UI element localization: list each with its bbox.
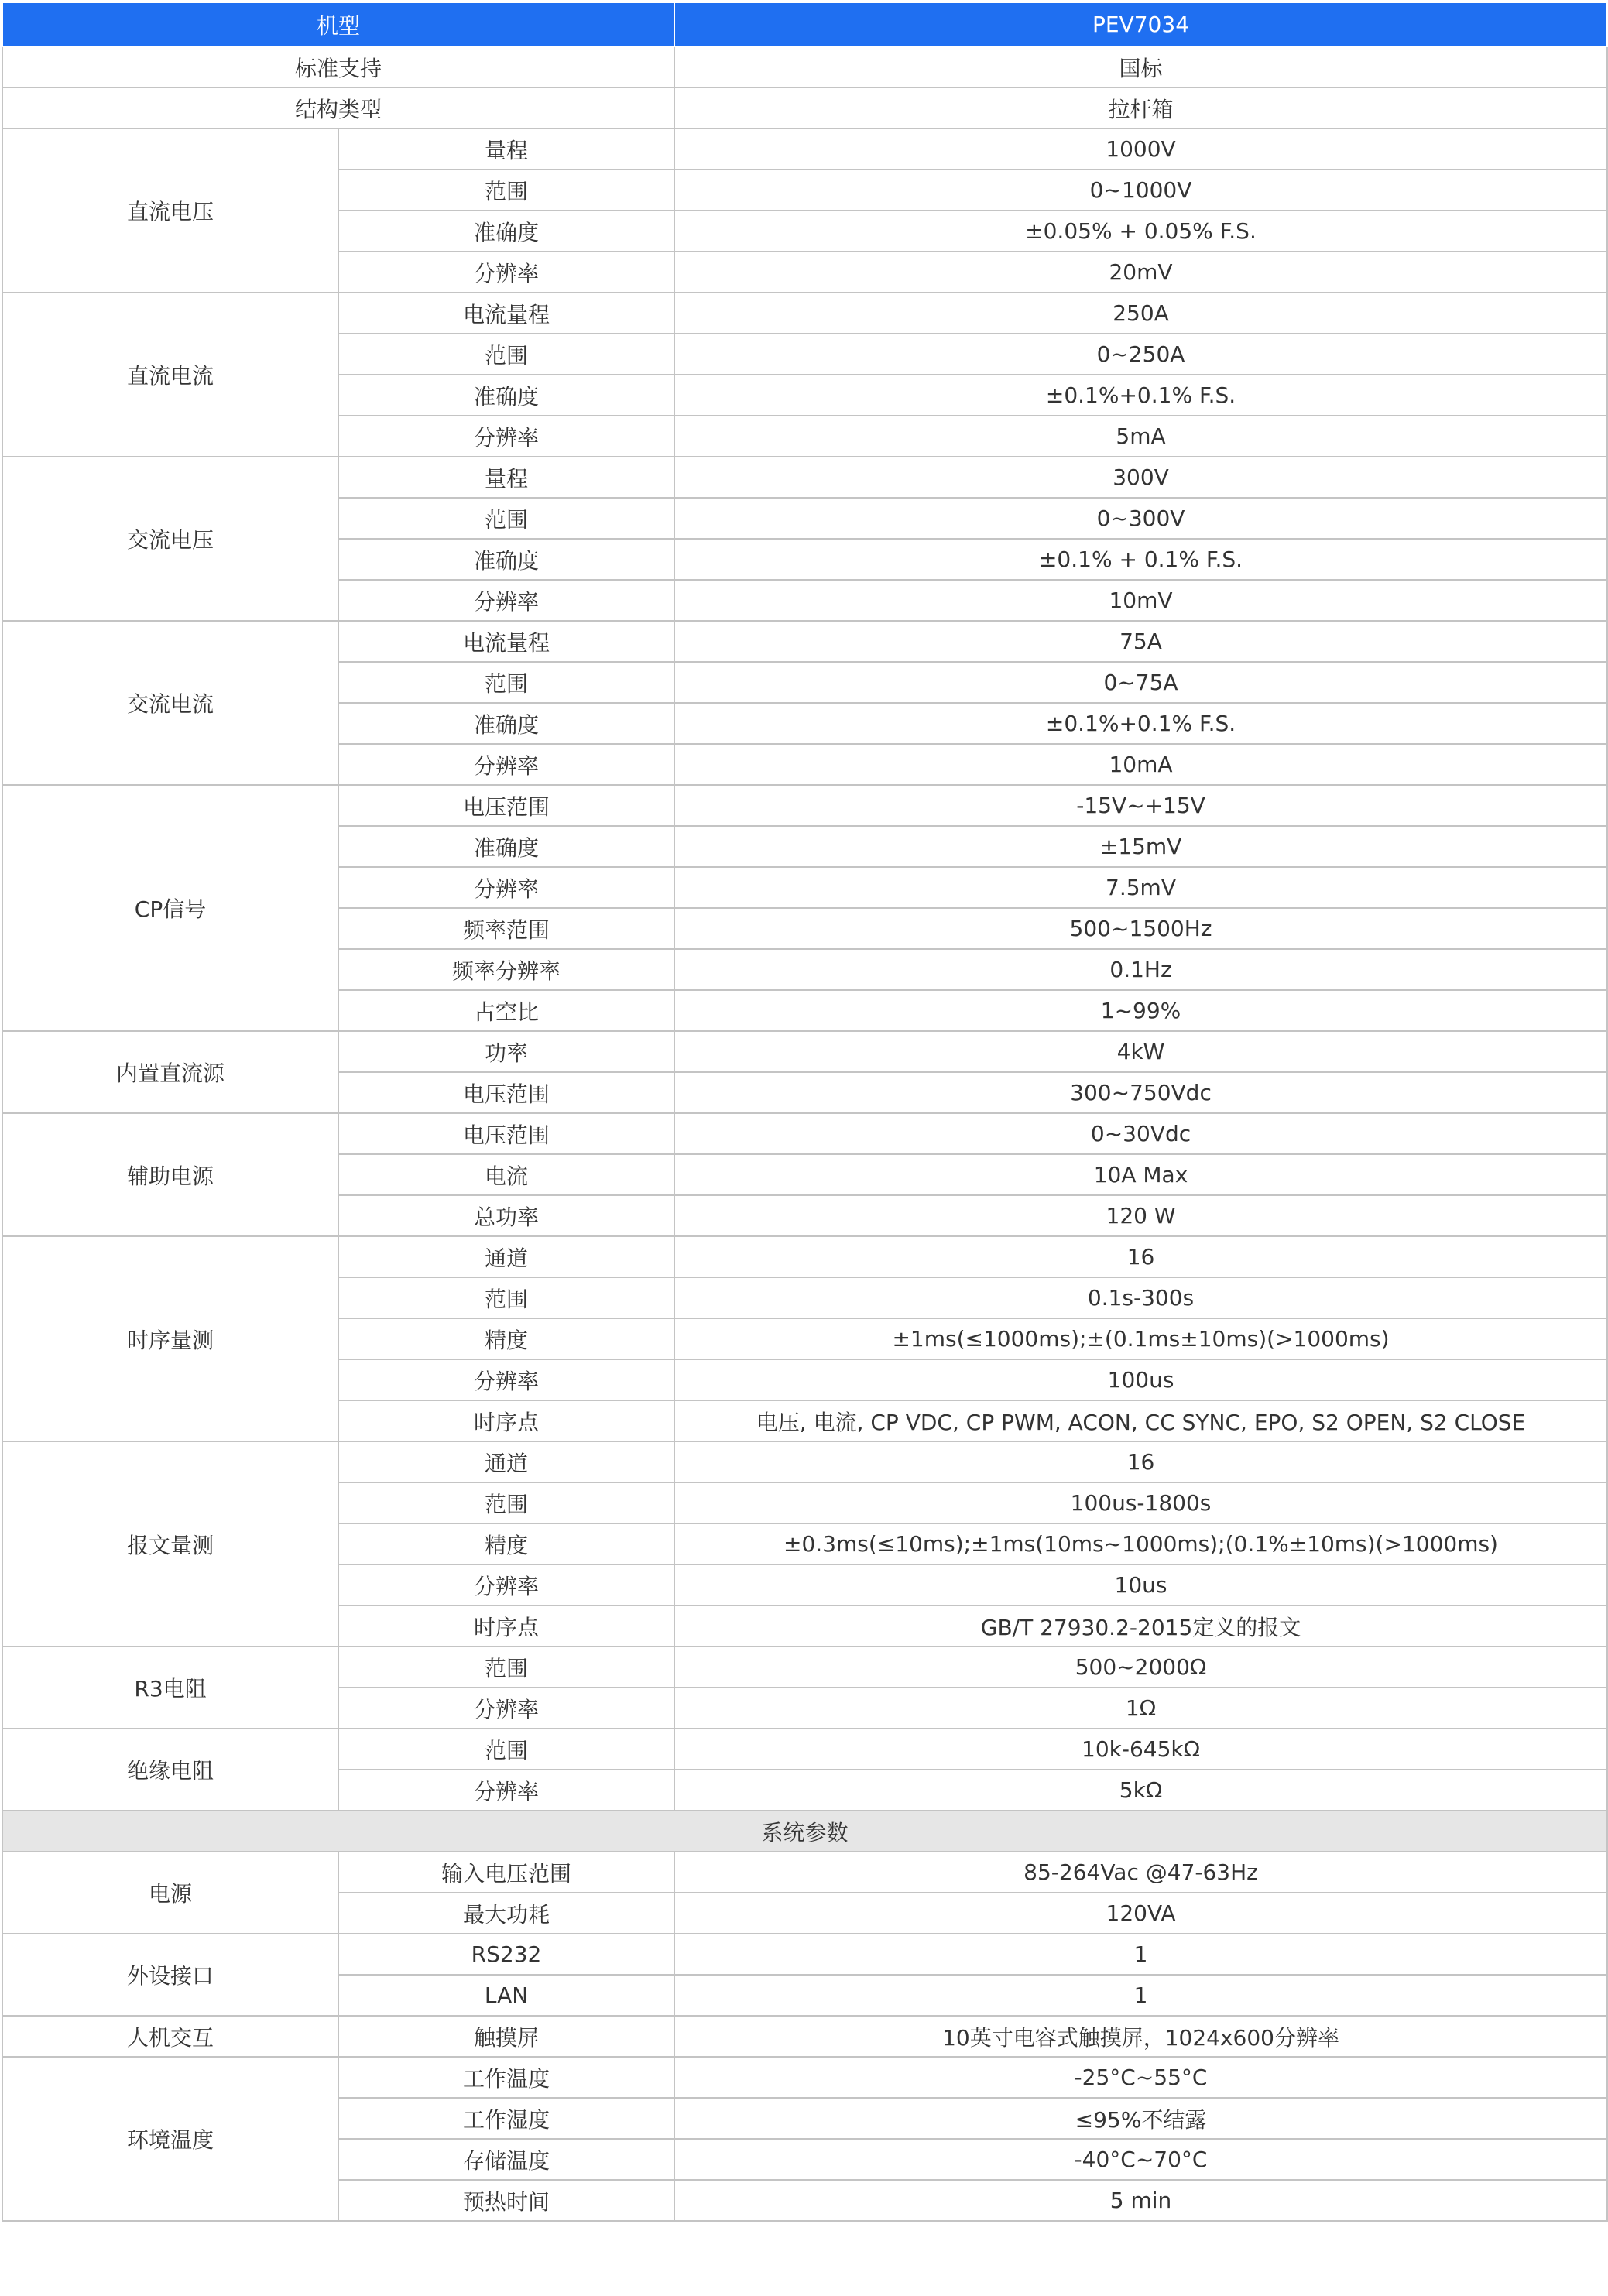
param-value: 5mA xyxy=(674,416,1607,457)
param-value: ±0.1%+0.1% F.S. xyxy=(674,375,1607,416)
param-label: 频率分辨率 xyxy=(338,949,674,990)
param-label: 存储温度 xyxy=(338,2139,674,2180)
param-value: 100us-1800s xyxy=(674,1482,1607,1523)
group-label: R3电阻 xyxy=(2,1647,338,1729)
param-label: 分辨率 xyxy=(338,416,674,457)
spec-row xyxy=(2,1852,1607,1893)
param-value: 5 min xyxy=(674,2180,1607,2221)
param-value: 120 W xyxy=(674,1195,1607,1236)
param-label: 功率 xyxy=(338,1031,674,1072)
spec-row xyxy=(2,1934,1607,1975)
param-label: 时序点 xyxy=(338,1605,674,1647)
param-value: 75A xyxy=(674,621,1607,662)
param-label: 电流量程 xyxy=(338,293,674,334)
param-label: 电压范围 xyxy=(338,1072,674,1113)
param-label: 通道 xyxy=(338,1236,674,1277)
param-label: RS232 xyxy=(338,1934,674,1975)
spec-table xyxy=(2,2,1608,2222)
param-label: 触摸屏 xyxy=(338,2016,674,2057)
top-row-label: 标准支持 xyxy=(2,46,674,87)
top-row xyxy=(2,87,1607,129)
param-label: 通道 xyxy=(338,1441,674,1482)
param-value: 0~250A xyxy=(674,334,1607,375)
param-label: 电压范围 xyxy=(338,1113,674,1154)
group-label: 绝缘电阻 xyxy=(2,1729,338,1811)
param-value: 1Ω xyxy=(674,1688,1607,1729)
spec-row xyxy=(2,785,1607,826)
param-value: 10英寸电容式触摸屏，1024x600分辨率 xyxy=(674,2016,1607,2057)
param-value: 0~1000V xyxy=(674,170,1607,211)
spec-row xyxy=(2,621,1607,662)
param-value: 300V xyxy=(674,457,1607,498)
param-label: 占空比 xyxy=(338,990,674,1031)
spec-row xyxy=(2,1441,1607,1482)
param-label: 范围 xyxy=(338,662,674,703)
spec-table-body xyxy=(2,2,1607,2221)
param-label: 精度 xyxy=(338,1318,674,1359)
param-value: 1000V xyxy=(674,129,1607,170)
spec-row xyxy=(2,1647,1607,1688)
param-value: 20mV xyxy=(674,252,1607,293)
param-label: 电流 xyxy=(338,1154,674,1195)
spec-row xyxy=(2,1113,1607,1154)
param-label: 预热时间 xyxy=(338,2180,674,2221)
param-value: 16 xyxy=(674,1441,1607,1482)
param-label: 准确度 xyxy=(338,375,674,416)
param-label: 工作湿度 xyxy=(338,2098,674,2139)
param-value: GB/T 27930.2-2015定义的报文 xyxy=(674,1605,1607,1647)
param-value: 10k-645kΩ xyxy=(674,1729,1607,1770)
param-value: 1 xyxy=(674,1934,1607,1975)
param-value: 1~99% xyxy=(674,990,1607,1031)
param-value: 5kΩ xyxy=(674,1770,1607,1811)
param-label: 准确度 xyxy=(338,826,674,867)
param-label: 范围 xyxy=(338,334,674,375)
param-label: 量程 xyxy=(338,129,674,170)
param-value: 250A xyxy=(674,293,1607,334)
spec-row xyxy=(2,2057,1607,2098)
param-value: 0~30Vdc xyxy=(674,1113,1607,1154)
param-label: 电流量程 xyxy=(338,621,674,662)
param-value: 7.5mV xyxy=(674,867,1607,908)
spec-row xyxy=(2,1031,1607,1072)
param-value: ±15mV xyxy=(674,826,1607,867)
param-label: 分辨率 xyxy=(338,1564,674,1605)
param-value: 85-264Vac @47-63Hz xyxy=(674,1852,1607,1893)
param-value: 10mV xyxy=(674,580,1607,621)
param-value: -25°C~55°C xyxy=(674,2057,1607,2098)
spec-row xyxy=(2,2016,1607,2057)
param-value: ±0.1% + 0.1% F.S. xyxy=(674,539,1607,580)
param-value: 16 xyxy=(674,1236,1607,1277)
param-value: 0.1Hz xyxy=(674,949,1607,990)
param-value: ±1ms(≤1000ms);±(0.1ms±10ms)(>1000ms) xyxy=(674,1318,1607,1359)
group-label: 直流电流 xyxy=(2,293,338,457)
param-value: 300~750Vdc xyxy=(674,1072,1607,1113)
group-label: 环境温度 xyxy=(2,2057,338,2221)
param-label: 范围 xyxy=(338,498,674,539)
header-label: 机型 xyxy=(2,2,674,46)
param-label: 准确度 xyxy=(338,211,674,252)
param-label: 时序点 xyxy=(338,1400,674,1441)
param-value: 10us xyxy=(674,1564,1607,1605)
spec-row xyxy=(2,129,1607,170)
param-value: 500~1500Hz xyxy=(674,908,1607,949)
param-value: -40°C~70°C xyxy=(674,2139,1607,2180)
group-label: 电源 xyxy=(2,1852,338,1934)
header-model: PEV7034 xyxy=(674,2,1607,46)
param-value: ±0.05% + 0.05% F.S. xyxy=(674,211,1607,252)
section-title: 系统参数 xyxy=(2,1811,1607,1852)
param-label: 分辨率 xyxy=(338,867,674,908)
param-value: ≤95%不结露 xyxy=(674,2098,1607,2139)
param-value: 4kW xyxy=(674,1031,1607,1072)
param-value: 0.1s-300s xyxy=(674,1277,1607,1318)
group-label: 辅助电源 xyxy=(2,1113,338,1236)
group-label: CP信号 xyxy=(2,785,338,1031)
group-label: 时序量测 xyxy=(2,1236,338,1441)
param-value: 0~300V xyxy=(674,498,1607,539)
spec-row xyxy=(2,1729,1607,1770)
group-label: 外设接口 xyxy=(2,1934,338,2016)
spec-row xyxy=(2,457,1607,498)
param-value: 120VA xyxy=(674,1893,1607,1934)
group-label: 交流电流 xyxy=(2,621,338,785)
param-label: 范围 xyxy=(338,170,674,211)
section-row xyxy=(2,1811,1607,1852)
param-value: 10A Max xyxy=(674,1154,1607,1195)
spec-row xyxy=(2,293,1607,334)
param-value: -15V~+15V xyxy=(674,785,1607,826)
param-label: 频率范围 xyxy=(338,908,674,949)
param-label: 电压范围 xyxy=(338,785,674,826)
group-label: 交流电压 xyxy=(2,457,338,621)
param-label: 分辨率 xyxy=(338,580,674,621)
param-label: 工作温度 xyxy=(338,2057,674,2098)
param-value: 10mA xyxy=(674,744,1607,785)
param-label: 分辨率 xyxy=(338,252,674,293)
param-label: 范围 xyxy=(338,1277,674,1318)
param-label: 范围 xyxy=(338,1647,674,1688)
param-label: 输入电压范围 xyxy=(338,1852,674,1893)
group-label: 内置直流源 xyxy=(2,1031,338,1113)
param-value: ±0.1%+0.1% F.S. xyxy=(674,703,1607,744)
group-label: 报文量测 xyxy=(2,1441,338,1647)
param-value: 1 xyxy=(674,1975,1607,2016)
param-value: ±0.3ms(≤10ms);±1ms(10ms~1000ms);(0.1%±10ms)(>1000ms) xyxy=(674,1523,1607,1564)
param-value: 100us xyxy=(674,1359,1607,1400)
top-row-label: 结构类型 xyxy=(2,87,674,129)
param-label: 最大功耗 xyxy=(338,1893,674,1934)
top-row-value: 拉杆箱 xyxy=(674,87,1607,129)
header-row xyxy=(2,2,1607,46)
spec-row xyxy=(2,1236,1607,1277)
group-label: 人机交互 xyxy=(2,2016,338,2057)
top-row-value: 国标 xyxy=(674,46,1607,87)
param-label: 范围 xyxy=(338,1482,674,1523)
param-label: 分辨率 xyxy=(338,1359,674,1400)
param-label: 总功率 xyxy=(338,1195,674,1236)
param-label: 分辨率 xyxy=(338,1770,674,1811)
param-label: 分辨率 xyxy=(338,744,674,785)
param-label: LAN xyxy=(338,1975,674,2016)
param-label: 精度 xyxy=(338,1523,674,1564)
param-label: 量程 xyxy=(338,457,674,498)
param-value: 电压, 电流, CP VDC, CP PWM, ACON, CC SYNC, EPO, S2 OPEN, S2 CLOSE xyxy=(674,1400,1607,1441)
param-label: 范围 xyxy=(338,1729,674,1770)
param-value: 0~75A xyxy=(674,662,1607,703)
param-label: 分辨率 xyxy=(338,1688,674,1729)
param-label: 准确度 xyxy=(338,703,674,744)
group-label: 直流电压 xyxy=(2,129,338,293)
param-value: 500~2000Ω xyxy=(674,1647,1607,1688)
param-label: 准确度 xyxy=(338,539,674,580)
top-row xyxy=(2,46,1607,87)
